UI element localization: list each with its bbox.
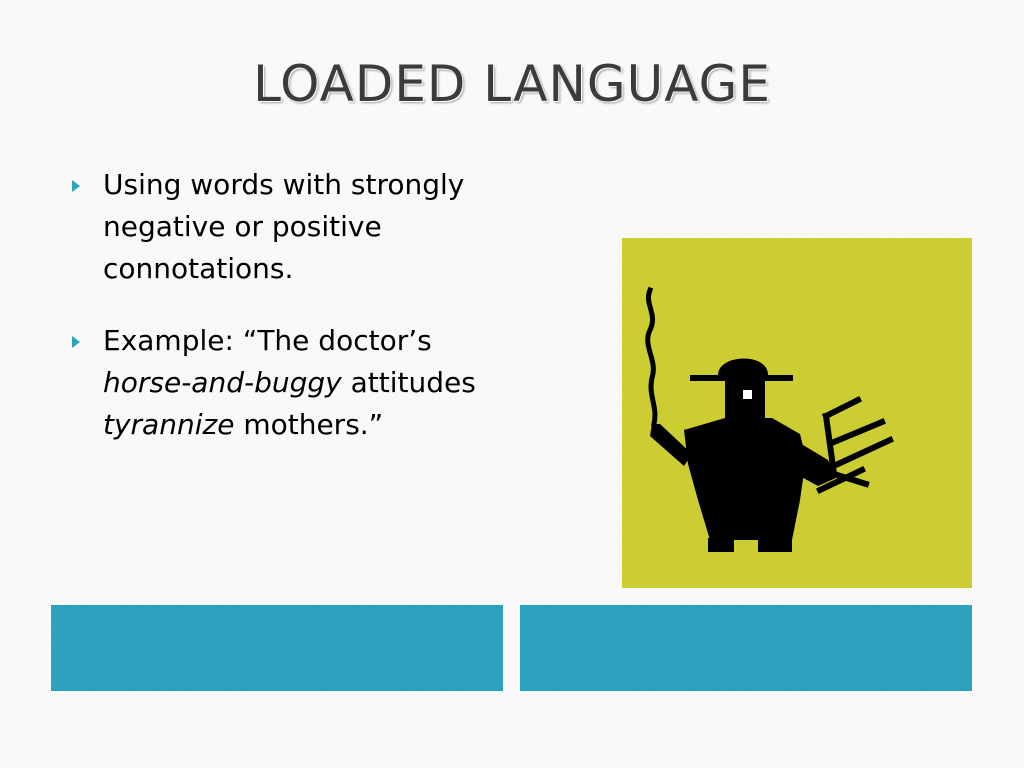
example-outro-text: mothers.” bbox=[234, 408, 384, 441]
footer-bar-left bbox=[51, 605, 503, 691]
example-phrase-one: horse-and-buggy bbox=[103, 366, 342, 399]
illustration-panel bbox=[622, 238, 972, 588]
slide-title: LOADED LANGUAGE bbox=[253, 55, 771, 113]
footer-bar-right bbox=[520, 605, 972, 691]
whip-wielding-figure-icon bbox=[622, 238, 972, 588]
bullet-definition bbox=[72, 164, 492, 290]
bullet-list bbox=[72, 164, 492, 476]
example-middle-text: attitudes bbox=[341, 366, 476, 399]
definition-text: Using words with strongly negative or positive connotations. bbox=[103, 168, 465, 285]
bullet-arrow-icon bbox=[72, 180, 80, 192]
bullet-arrow-icon bbox=[72, 336, 80, 348]
example-intro-text: Example: “The doctor’s bbox=[103, 324, 432, 357]
example-phrase-two: tyrannize bbox=[103, 408, 235, 441]
bullet-example bbox=[72, 320, 492, 446]
